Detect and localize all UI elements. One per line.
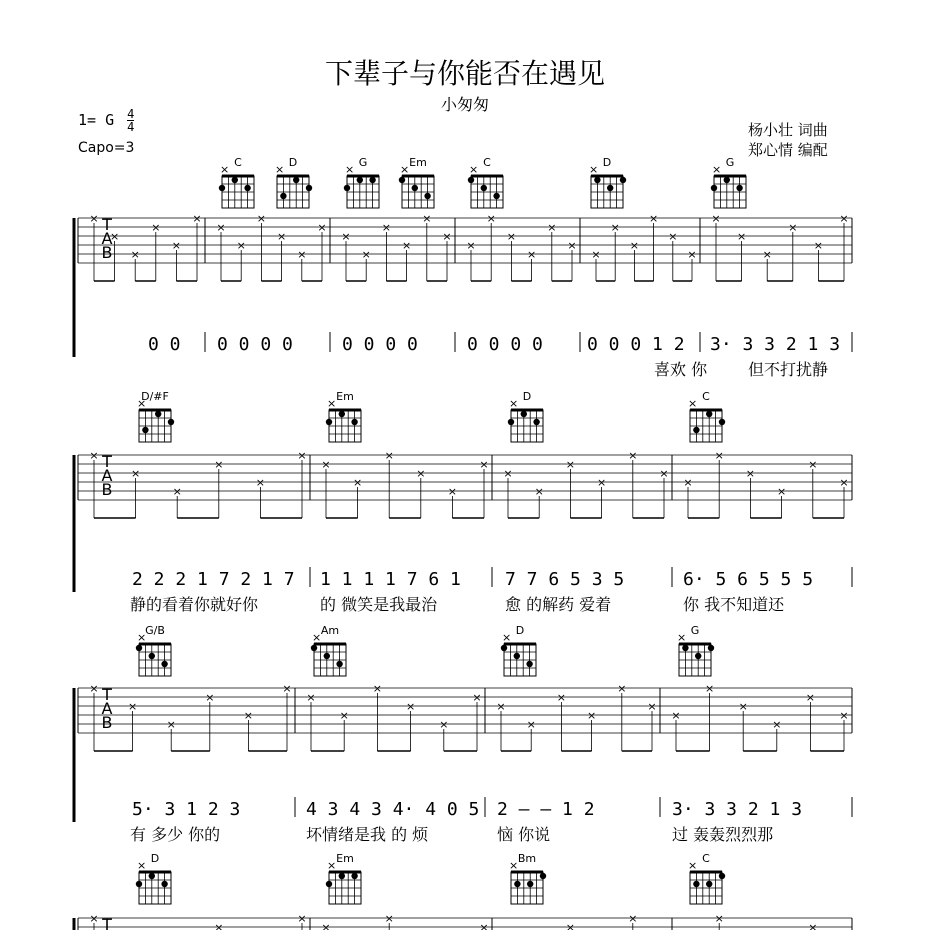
finger-dot xyxy=(351,419,357,425)
strum-mark: × xyxy=(526,718,536,731)
jianpu-measure: 0 0 0 0 xyxy=(342,334,418,355)
finger-dot xyxy=(219,185,225,191)
strum-mark: × xyxy=(416,467,426,480)
finger-dot xyxy=(682,645,688,651)
strum-mark: × xyxy=(384,449,394,462)
strum-mark: × xyxy=(405,700,416,713)
strum-mark: × xyxy=(341,230,351,243)
strum-mark: × xyxy=(648,212,659,225)
finger-dot xyxy=(693,427,699,433)
jianpu-measure: 2 — — 1 2 xyxy=(497,799,595,820)
strum-mark: × xyxy=(496,700,506,713)
chord-name: G xyxy=(358,156,368,169)
finger-dot xyxy=(540,873,546,879)
chord-name: Em xyxy=(409,156,427,169)
strum-mark: × xyxy=(704,682,715,695)
finger-dot xyxy=(521,411,527,417)
muted-string-mark: × xyxy=(275,163,285,176)
strum-mark: × xyxy=(130,248,140,261)
muted-string-mark: × xyxy=(469,163,479,176)
finger-dot xyxy=(533,419,539,425)
strum-mark: × xyxy=(352,476,363,489)
chord-name: D xyxy=(288,156,298,169)
strum-mark: × xyxy=(442,230,452,243)
finger-dot xyxy=(326,419,332,425)
strum-mark: × xyxy=(276,230,287,243)
strum-mark: × xyxy=(788,221,798,234)
chord-name: C xyxy=(702,390,710,403)
time-sig-bottom: 4 xyxy=(127,120,135,134)
strum-mark: × xyxy=(243,709,254,722)
finger-dot xyxy=(155,411,161,417)
muted-string-mark: × xyxy=(688,859,698,872)
strum-mark: × xyxy=(172,485,182,498)
strum-mark: × xyxy=(205,691,215,704)
strum-mark: × xyxy=(321,921,331,930)
tab-clef-letter: A xyxy=(101,466,113,485)
strum-mark: × xyxy=(479,921,489,930)
finger-dot xyxy=(724,177,730,183)
jianpu-measure: 6· 5 6 5 5 5 xyxy=(683,569,814,590)
strum-mark: × xyxy=(629,239,640,252)
strum-mark: × xyxy=(647,700,657,713)
chord-name: G/B xyxy=(145,624,165,637)
chord-name: Bm xyxy=(517,852,537,865)
strum-mark: × xyxy=(683,476,693,489)
finger-dot xyxy=(136,881,142,887)
strum-mark: × xyxy=(306,691,316,704)
strum-mark: × xyxy=(628,912,638,925)
strum-mark: × xyxy=(297,912,307,925)
finger-dot xyxy=(344,185,350,191)
strum-mark: × xyxy=(171,239,182,252)
strum-mark: × xyxy=(610,221,620,234)
strum-mark: × xyxy=(776,485,787,498)
finger-dot xyxy=(149,873,155,879)
chord-name: Em xyxy=(336,390,354,403)
tab-clef-letter: T xyxy=(102,452,112,471)
strum-mark: × xyxy=(687,248,697,261)
chord-name: Em xyxy=(336,852,354,865)
strum-mark: × xyxy=(805,691,816,704)
strum-mark: × xyxy=(372,682,383,695)
finger-dot xyxy=(695,653,701,659)
tab-clef-letter: T xyxy=(102,915,112,930)
finger-dot xyxy=(693,881,699,887)
strum-mark: × xyxy=(506,230,517,243)
strum-mark: × xyxy=(567,239,577,252)
finger-dot xyxy=(149,653,155,659)
chord-name: D xyxy=(602,156,612,169)
chord-name: G xyxy=(690,624,700,637)
key-label: 1= G xyxy=(78,111,115,129)
finger-dot xyxy=(336,661,342,667)
strum-mark: × xyxy=(738,700,748,713)
finger-dot xyxy=(339,411,345,417)
muted-string-mark: × xyxy=(677,631,687,644)
lyric-text: 有 多少 你的 xyxy=(130,825,221,844)
strum-mark: × xyxy=(486,212,496,225)
finger-dot xyxy=(232,177,238,183)
finger-dot xyxy=(706,881,712,887)
finger-dot xyxy=(711,185,717,191)
finger-dot xyxy=(708,645,714,651)
strum-mark: × xyxy=(711,212,721,225)
finger-dot xyxy=(424,193,430,199)
strum-mark: × xyxy=(745,467,756,480)
finger-dot xyxy=(351,873,357,879)
strum-mark: × xyxy=(166,718,176,731)
strum-mark: × xyxy=(762,248,772,261)
tab-clef-letter: B xyxy=(101,713,113,732)
muted-string-mark: × xyxy=(220,163,230,176)
chord-name: D xyxy=(150,852,160,865)
strum-mark: × xyxy=(214,921,224,930)
finger-dot xyxy=(514,653,520,659)
strum-mark: × xyxy=(472,691,482,704)
strum-mark: × xyxy=(317,221,327,234)
strum-mark: × xyxy=(617,682,627,695)
song-artist: 小匆匆 xyxy=(440,95,489,114)
chord-name: D xyxy=(515,624,525,637)
jianpu-measure: 4 3 4 3 4· 4 0 5 xyxy=(306,799,480,820)
chord-name: C xyxy=(234,156,242,169)
strum-mark: × xyxy=(813,239,824,252)
strum-mark: × xyxy=(628,449,638,462)
finger-dot xyxy=(526,661,532,667)
muted-string-mark: × xyxy=(400,163,410,176)
strum-mark: × xyxy=(596,476,607,489)
strum-mark: × xyxy=(659,467,669,480)
jianpu-measure: 0 0 0 1 2 xyxy=(587,334,685,355)
finger-dot xyxy=(719,419,725,425)
arranger-credit: 郑心情 编配 xyxy=(748,141,828,159)
finger-dot xyxy=(142,427,148,433)
muted-string-mark: × xyxy=(502,631,512,644)
lyric-text: 的 微笑是我最治 xyxy=(320,595,438,614)
strum-mark: × xyxy=(282,682,292,695)
chord-name: D/#F xyxy=(141,390,169,403)
muted-string-mark: × xyxy=(312,631,322,644)
finger-dot xyxy=(280,193,286,199)
lyric-text: 恼 你说 xyxy=(497,825,551,844)
strum-mark: × xyxy=(772,718,782,731)
strum-mark: × xyxy=(384,912,394,925)
muted-string-mark: × xyxy=(137,397,147,410)
muted-string-mark: × xyxy=(509,859,519,872)
finger-dot xyxy=(706,411,712,417)
tab-clef-letter: B xyxy=(101,480,113,499)
strum-mark: × xyxy=(714,449,724,462)
finger-dot xyxy=(136,645,142,651)
muted-string-mark: × xyxy=(327,859,337,872)
strum-mark: × xyxy=(591,248,601,261)
chord-name: C xyxy=(483,156,491,169)
strum-mark: × xyxy=(89,912,99,925)
jianpu-measure: 3· 3 3 2 1 3 xyxy=(710,334,841,355)
strum-mark: × xyxy=(839,212,849,225)
strum-mark: × xyxy=(479,458,489,471)
strum-mark: × xyxy=(89,212,99,225)
finger-dot xyxy=(324,653,330,659)
strum-mark: × xyxy=(668,230,678,243)
muted-string-mark: × xyxy=(688,397,698,410)
finger-dot xyxy=(306,185,312,191)
muted-string-mark: × xyxy=(712,163,722,176)
strum-mark: × xyxy=(255,476,266,489)
jianpu-measure: 2 2 2 1 7 2 1 7 xyxy=(132,569,295,590)
capo-label: Capo=3 xyxy=(78,140,135,156)
finger-dot xyxy=(468,177,474,183)
strum-mark: × xyxy=(89,449,99,462)
strum-mark: × xyxy=(109,230,120,243)
strum-mark: × xyxy=(192,212,202,225)
muted-string-mark: × xyxy=(137,631,147,644)
strum-mark: × xyxy=(361,248,371,261)
jianpu-measure: 5· 3 1 2 3 xyxy=(132,799,241,820)
finger-dot xyxy=(293,177,299,183)
strum-mark: × xyxy=(214,458,224,471)
lyric-text: 过 轰轰烈烈那 xyxy=(672,825,774,844)
finger-dot xyxy=(339,873,345,879)
finger-dot xyxy=(719,873,725,879)
finger-dot xyxy=(161,881,167,887)
tab-clef-letter: A xyxy=(101,699,113,718)
jianpu-measure: 7 7 6 5 3 5 xyxy=(505,569,625,590)
muted-string-mark: × xyxy=(345,163,355,176)
lyric-text: 但不打扰静 xyxy=(748,360,829,379)
tab-clef-letter: A xyxy=(101,229,113,248)
finger-dot xyxy=(481,185,487,191)
lyricist-credit: 杨小壮 词曲 xyxy=(748,121,828,139)
muted-string-mark: × xyxy=(137,859,147,872)
strum-mark: × xyxy=(151,221,161,234)
strum-mark: × xyxy=(565,921,576,930)
finger-dot xyxy=(607,185,613,191)
finger-dot xyxy=(736,185,742,191)
strum-mark: × xyxy=(447,485,458,498)
strum-mark: × xyxy=(216,221,226,234)
jianpu-measure: 0 0 xyxy=(148,334,181,355)
strum-mark: × xyxy=(586,709,597,722)
finger-dot xyxy=(161,661,167,667)
strum-mark: × xyxy=(503,467,513,480)
muted-string-mark: × xyxy=(327,397,337,410)
finger-dot xyxy=(412,185,418,191)
chord-name: D xyxy=(522,390,532,403)
tab-clef-letter: B xyxy=(101,243,113,262)
strum-mark: × xyxy=(736,230,747,243)
finger-dot xyxy=(501,645,507,651)
jianpu-measure: 1 1 1 1 7 6 1 xyxy=(320,569,461,590)
tab-clef-letter: T xyxy=(102,215,112,234)
finger-dot xyxy=(508,419,514,425)
strum-mark: × xyxy=(714,912,724,925)
strum-mark: × xyxy=(839,476,849,489)
jianpu-measure: 3· 3 3 2 1 3 xyxy=(672,799,803,820)
strum-mark: × xyxy=(839,709,849,722)
strum-mark: × xyxy=(808,921,818,930)
finger-dot xyxy=(493,193,499,199)
chord-name: Am xyxy=(320,624,340,637)
finger-dot xyxy=(244,185,250,191)
strum-mark: × xyxy=(321,458,331,471)
finger-dot xyxy=(326,881,332,887)
strum-mark: × xyxy=(130,467,141,480)
strum-mark: × xyxy=(401,239,412,252)
strum-mark: × xyxy=(439,718,449,731)
strum-mark: × xyxy=(422,212,432,225)
strum-mark: × xyxy=(256,212,267,225)
strum-mark: × xyxy=(297,449,307,462)
finger-dot xyxy=(168,419,174,425)
strum-mark: × xyxy=(127,700,138,713)
finger-dot xyxy=(514,881,520,887)
tab-clef-letter: T xyxy=(102,685,112,704)
finger-dot xyxy=(527,881,533,887)
muted-string-mark: × xyxy=(589,163,599,176)
lyric-text: 坏情绪是我 的 烦 xyxy=(306,825,429,844)
strum-mark: × xyxy=(547,221,557,234)
lyric-text: 愈 的解药 爱着 xyxy=(505,595,612,614)
finger-dot xyxy=(594,177,600,183)
lyric-text: 你 我不知道还 xyxy=(683,595,785,614)
strum-mark: × xyxy=(339,709,349,722)
chord-name: C xyxy=(702,852,710,865)
strum-mark: × xyxy=(526,248,537,261)
strum-mark: × xyxy=(556,691,567,704)
jianpu-measure: 0 0 0 0 xyxy=(217,334,293,355)
strum-mark: × xyxy=(671,709,681,722)
lyric-text: 静的看着你就好你 xyxy=(130,595,259,614)
strum-mark: × xyxy=(89,682,99,695)
strum-mark: × xyxy=(297,248,307,261)
strum-mark: × xyxy=(381,221,392,234)
strum-mark: × xyxy=(808,458,818,471)
strum-mark: × xyxy=(534,485,544,498)
lyric-text: 喜欢 你 xyxy=(654,360,708,379)
finger-dot xyxy=(399,177,405,183)
finger-dot xyxy=(620,177,626,183)
jianpu-measure: 0 0 0 0 xyxy=(467,334,543,355)
song-title: 下辈子与你能否在遇见 xyxy=(324,57,605,90)
chord-name: G xyxy=(725,156,735,169)
strum-mark: × xyxy=(236,239,246,252)
strum-mark: × xyxy=(466,239,476,252)
finger-dot xyxy=(369,177,375,183)
finger-dot xyxy=(311,645,317,651)
strum-mark: × xyxy=(565,458,576,471)
finger-dot xyxy=(357,177,363,183)
muted-string-mark: × xyxy=(509,397,519,410)
time-sig-top: 4 xyxy=(127,107,135,121)
